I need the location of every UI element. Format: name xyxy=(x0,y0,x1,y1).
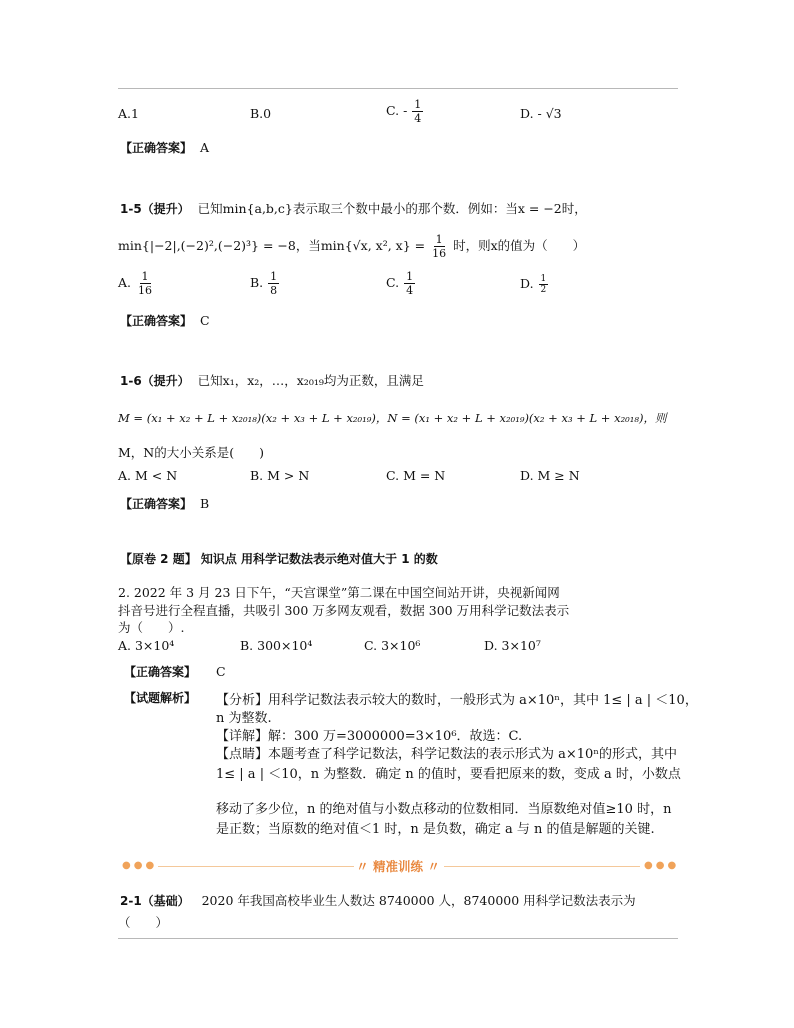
q2-stem-line-3: 为（ ）. xyxy=(118,620,185,635)
answer-value: C xyxy=(199,313,210,328)
banner-line-right xyxy=(444,866,640,867)
question-tag: 2-1（基础） xyxy=(120,894,190,908)
stem-text: 已知min{a,b,c}表示取三个数中最小的那个数．例如：当x = −2时， xyxy=(197,201,587,216)
q1-6-option-b: B. M > N xyxy=(250,468,310,483)
q1-5-option-a xyxy=(118,270,155,297)
fraction-denominator: 8 xyxy=(270,284,278,297)
analysis-line-7: 是正数；当原数的绝对值＜1 时，n 是负数，确定 a 与 n 的值是解题的关键. xyxy=(216,822,655,837)
fraction-numerator: 1 xyxy=(141,270,149,283)
option-fraction xyxy=(539,274,549,295)
question-tag: 1-5（提升） xyxy=(120,202,190,216)
bottom-rule xyxy=(118,938,678,939)
q2-1-stem-line-2: （ ） xyxy=(118,915,169,930)
answer-value: A xyxy=(199,140,209,155)
q1-6-stem-line-3: M，N的大小关系是( ) xyxy=(118,445,264,460)
stem-text: 2020 年我国高校毕业生人数达 8740000 人，8740000 用科学记数法表示为 xyxy=(201,893,636,908)
option-fraction xyxy=(268,270,279,297)
option-prefix: A. xyxy=(118,275,132,290)
option-prefix: D. xyxy=(520,276,534,291)
q2-option-c: C. 3×10⁶ xyxy=(364,638,421,653)
q1-4-option-c-fraction xyxy=(412,98,423,125)
q2-stem-line-2: 抖音号进行全程直播，共吸引 300 万多网友观看，数据 300 万用科学记数法表示 xyxy=(118,603,570,618)
answer-label: 【正确答案】 xyxy=(120,314,193,328)
analysis-line-6: 移动了多少位，n 的绝对值与小数点移动的位数相同．当原数绝对值≥10 时，n xyxy=(216,802,672,817)
q1-5-option-d xyxy=(520,274,549,295)
q1-6-option-a: A. M < N xyxy=(118,468,178,483)
q1-4-option-a: A.1 xyxy=(118,106,139,121)
analysis-line-2: n 为整数. xyxy=(216,711,272,726)
q2-header: 【原卷 2 题】 知识点 用科学记数法表示绝对值大于 1 的数 xyxy=(120,552,438,566)
q2-option-b: B. 300×10⁴ xyxy=(240,638,313,653)
answer-value: B xyxy=(199,496,210,511)
answer-label: 【正确答案】 xyxy=(124,665,197,679)
q1-4-answer xyxy=(120,139,209,156)
analysis-line-4: 【点睛】本题考查了科学记数法，科学记数法的表示形式为 a×10ⁿ的形式，其中 xyxy=(216,747,677,762)
q1-4-option-c xyxy=(386,98,424,125)
option-prefix: B. xyxy=(250,275,264,290)
stem-text: min{|−2|,(−2)²,(−2)³} = −8，当min{√x, x², x} = xyxy=(118,238,426,253)
q1-4-option-b: B.0 xyxy=(250,106,272,121)
q2-stem-line-1: 2. 2022 年 3 月 23 日下午，“天宫课堂”第二课在中国空间站开讲，央视新闻网 xyxy=(118,585,560,600)
banner-dots-left: ●●● xyxy=(122,860,158,871)
top-rule xyxy=(118,88,678,89)
fraction-denominator: 16 xyxy=(138,284,152,297)
q1-5-option-c xyxy=(386,270,416,297)
fraction-numerator: 1 xyxy=(414,98,422,111)
q2-option-d: D. 3×10⁷ xyxy=(484,638,541,653)
fraction-numerator: 1 xyxy=(435,233,443,246)
q1-6-option-c: C. M = N xyxy=(386,468,446,483)
section-title: 〃 精准训练 〃 xyxy=(356,859,440,874)
q1-5-stem-line-1 xyxy=(120,199,587,217)
fraction-numerator: 1 xyxy=(270,270,278,283)
q1-6-stem-line-1 xyxy=(120,371,424,389)
fraction-denominator: 2 xyxy=(540,285,547,295)
analysis-label: 【试题解析】 xyxy=(124,691,197,705)
option-prefix: C. xyxy=(386,275,400,290)
fraction-denominator: 4 xyxy=(406,284,414,297)
q1-6-option-d: D. M ≥ N xyxy=(520,468,580,483)
analysis-line-5: 1≤ | a | ＜10，n 为整数．确定 n 的值时，要看把原来的数，变成 a 时，小数点 xyxy=(216,767,681,782)
option-fraction xyxy=(136,270,154,297)
q1-5-stem-line-2 xyxy=(118,233,585,260)
banner-dots-right: ●●● xyxy=(644,860,680,871)
analysis-line-3: 【详解】解：300 万=3000000=3×10⁶．故选：C. xyxy=(216,729,523,744)
q2-answer xyxy=(124,663,226,680)
option-fraction xyxy=(404,270,415,297)
question-tag: 1-6（提升） xyxy=(120,374,190,388)
analysis-line-1: 【分析】用科学记数法表示较大的数时，一般形式为 a×10ⁿ，其中 1≤ | a | ＜10， xyxy=(216,693,698,708)
q1-4-option-d: D. - √3 xyxy=(520,106,562,121)
q1-6-answer xyxy=(120,495,209,512)
q1-4-option-c-prefix: C. - xyxy=(386,103,408,118)
q2-1-stem-line-1 xyxy=(120,891,636,909)
fraction-numerator: 1 xyxy=(406,270,414,283)
stem-text: 时，则x的值为（ ） xyxy=(453,238,586,253)
section-banner xyxy=(118,856,678,878)
fraction-numerator: 1 xyxy=(540,274,547,284)
answer-label: 【正确答案】 xyxy=(120,497,193,511)
fraction-denominator: 4 xyxy=(414,112,422,125)
stem-text: 已知x₁，x₂，…，x₂₀₁₉均为正数，且满足 xyxy=(197,373,424,388)
answer-label: 【正确答案】 xyxy=(120,141,193,155)
stem-fraction xyxy=(430,233,448,260)
q1-6-stem-line-2: M = (x₁ + x₂ + L + x₂₀₁₈)(x₂ + x₃ + L + x₂₀₁₉)，N = (x₁ + x₂ + L + x₂₀₁₉)(x₂ + x₃ + L + x₂₀₁₈)，则 xyxy=(118,411,667,425)
fraction-denominator: 16 xyxy=(432,247,447,260)
q1-5-option-b xyxy=(250,270,280,297)
q2-option-a: A. 3×10⁴ xyxy=(118,638,175,653)
q1-5-answer xyxy=(120,312,210,329)
answer-value: C xyxy=(216,664,226,679)
